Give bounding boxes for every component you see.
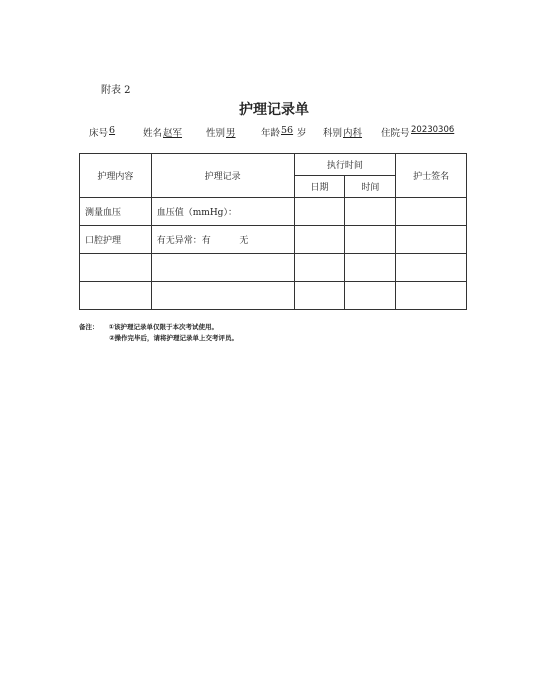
form-title: 护理记录单: [239, 102, 309, 118]
row-record: 血压值（mmHg）：: [151, 198, 294, 226]
table-row: [80, 254, 467, 282]
row-time-cell[interactable]: [345, 282, 396, 310]
header-content: 护理内容: [80, 154, 152, 198]
row-time-cell[interactable]: [345, 254, 396, 282]
notes-label: 备注：: [79, 323, 99, 331]
row-content[interactable]: [80, 282, 152, 310]
gender-label: 性别: [206, 128, 226, 139]
bed-label: 床号: [89, 128, 109, 139]
header-row: [80, 154, 467, 176]
admission-value: 20230306: [411, 125, 455, 135]
row-signature-cell[interactable]: [396, 254, 467, 282]
notes: [79, 322, 238, 344]
row-content[interactable]: [80, 254, 152, 282]
note-line-1: ①该护理记录单仅限于本次考试使用。: [108, 323, 219, 331]
name-value: 赵军: [163, 128, 183, 139]
appendix-label: 附表 2: [101, 85, 131, 96]
name-label: 姓名: [143, 128, 163, 139]
header-exec-time: 执行时间: [294, 154, 396, 176]
note-line-2: ②操作完毕后，请将护理记录单上交考评员。: [109, 334, 239, 342]
table-row: [80, 198, 467, 226]
header-time: 时间: [345, 176, 396, 198]
table-row: [80, 226, 467, 254]
row-content: 口腔护理: [80, 226, 152, 254]
admission-label: 住院号: [381, 128, 410, 139]
header-signature: 护士签名: [396, 154, 467, 198]
header-date: 日期: [294, 176, 345, 198]
row-signature-cell[interactable]: [396, 198, 467, 226]
age-unit: 岁: [297, 128, 307, 139]
row-date-cell[interactable]: [294, 254, 345, 282]
dept-value: 内科: [343, 128, 363, 139]
row-signature-cell[interactable]: [396, 226, 467, 254]
row-date-cell[interactable]: [294, 226, 345, 254]
row-time-cell[interactable]: [345, 198, 396, 226]
header-record: 护理记录: [151, 154, 294, 198]
age-value: 56: [281, 125, 294, 136]
row-content: 测量血压: [80, 198, 152, 226]
row-date-cell[interactable]: [294, 282, 345, 310]
row-time-cell[interactable]: [345, 226, 396, 254]
table-row: [80, 282, 467, 310]
gender-value: 男: [226, 128, 236, 139]
dept-label: 科别: [323, 128, 343, 139]
row-record: 有无异常：有 无: [151, 226, 294, 254]
row-record[interactable]: [151, 282, 294, 310]
row-date-cell[interactable]: [294, 198, 345, 226]
row-record[interactable]: [151, 254, 294, 282]
age-label: 年龄: [261, 128, 281, 139]
nursing-record-table: [79, 153, 467, 310]
row-signature-cell[interactable]: [396, 282, 467, 310]
bed-value: 6: [109, 125, 116, 136]
